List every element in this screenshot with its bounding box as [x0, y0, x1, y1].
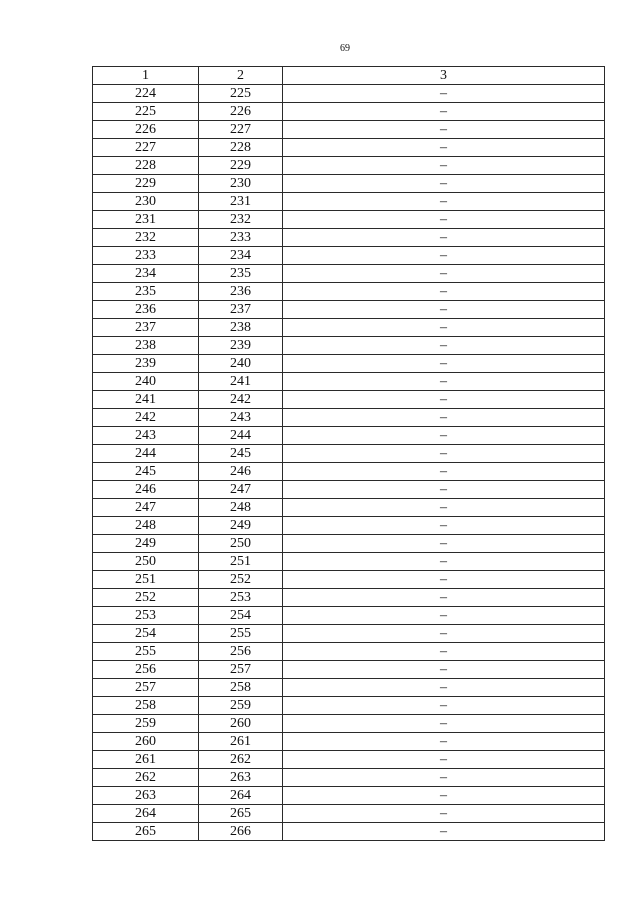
table-row — [93, 679, 605, 697]
table-row — [93, 697, 605, 715]
table-cell-col-3: – — [283, 697, 605, 715]
table-row — [93, 787, 605, 805]
table-cell-col-2: 246 — [199, 463, 283, 481]
table-cell-col-1: 259 — [93, 715, 199, 733]
table-row — [93, 769, 605, 787]
table-row — [93, 553, 605, 571]
table-cell-col-2: 232 — [199, 211, 283, 229]
table-cell-col-1: 250 — [93, 553, 199, 571]
table-cell-col-3: – — [283, 373, 605, 391]
table-cell-col-1: 256 — [93, 661, 199, 679]
table-cell-col-2: 262 — [199, 751, 283, 769]
table-cell-col-3: – — [283, 319, 605, 337]
table-cell-col-3: – — [283, 571, 605, 589]
table-cell-col-3: – — [283, 679, 605, 697]
table-cell-col-1: 257 — [93, 679, 199, 697]
table-cell-col-2: 225 — [199, 85, 283, 103]
table-cell-col-2: 258 — [199, 679, 283, 697]
table-row — [93, 499, 605, 517]
table-cell-col-1: 245 — [93, 463, 199, 481]
table-cell-col-3: – — [283, 265, 605, 283]
table-cell-col-2: 236 — [199, 283, 283, 301]
table-row — [93, 445, 605, 463]
data-table — [92, 66, 605, 841]
table-cell-col-2: 253 — [199, 589, 283, 607]
table-row — [93, 805, 605, 823]
table-cell-col-2: 240 — [199, 355, 283, 373]
table-row — [93, 535, 605, 553]
table-cell-col-1: 252 — [93, 589, 199, 607]
table-cell-col-2: 237 — [199, 301, 283, 319]
table-cell-col-2: 265 — [199, 805, 283, 823]
table-cell-col-2: 230 — [199, 175, 283, 193]
table-cell-col-3: – — [283, 283, 605, 301]
table-cell-col-2: 228 — [199, 139, 283, 157]
table-cell-col-3: – — [283, 805, 605, 823]
header-cell-col-1: 1 — [93, 67, 199, 85]
table-row — [93, 625, 605, 643]
table-cell-col-2: 249 — [199, 517, 283, 535]
table-cell-col-2: 243 — [199, 409, 283, 427]
table-cell-col-1: 265 — [93, 823, 199, 841]
table-cell-col-3: – — [283, 247, 605, 265]
table-cell-col-3: – — [283, 535, 605, 553]
table-row — [93, 121, 605, 139]
table-cell-col-2: 250 — [199, 535, 283, 553]
table-row — [93, 607, 605, 625]
table-cell-col-2: 252 — [199, 571, 283, 589]
table-cell-col-1: 234 — [93, 265, 199, 283]
table-cell-col-3: – — [283, 409, 605, 427]
table-cell-col-1: 241 — [93, 391, 199, 409]
header-row — [93, 67, 605, 85]
table-cell-col-3: – — [283, 661, 605, 679]
table-row — [93, 283, 605, 301]
table-cell-col-2: 259 — [199, 697, 283, 715]
table-cell-col-1: 229 — [93, 175, 199, 193]
table-cell-col-3: – — [283, 337, 605, 355]
table-cell-col-1: 235 — [93, 283, 199, 301]
table-cell-col-2: 239 — [199, 337, 283, 355]
page-number: 69 — [340, 43, 350, 54]
header-cell-col-2: 2 — [199, 67, 283, 85]
table-cell-col-3: – — [283, 103, 605, 121]
table-row — [93, 139, 605, 157]
table-row — [93, 661, 605, 679]
table-row — [93, 571, 605, 589]
table-row — [93, 229, 605, 247]
table-cell-col-1: 231 — [93, 211, 199, 229]
table-cell-col-3: – — [283, 391, 605, 409]
table-cell-col-3: – — [283, 733, 605, 751]
table-row — [93, 85, 605, 103]
table-cell-col-2: 254 — [199, 607, 283, 625]
table-cell-col-2: 229 — [199, 157, 283, 175]
table-cell-col-3: – — [283, 355, 605, 373]
table-row — [93, 823, 605, 841]
table-cell-col-2: 241 — [199, 373, 283, 391]
header-cell-col-3: 3 — [283, 67, 605, 85]
table-row — [93, 103, 605, 121]
table-cell-col-1: 243 — [93, 427, 199, 445]
table-row — [93, 373, 605, 391]
table-cell-col-2: 248 — [199, 499, 283, 517]
table-cell-col-3: – — [283, 229, 605, 247]
table-row — [93, 427, 605, 445]
table-row — [93, 301, 605, 319]
table-cell-col-2: 251 — [199, 553, 283, 571]
table-cell-col-2: 242 — [199, 391, 283, 409]
table-cell-col-2: 235 — [199, 265, 283, 283]
table-cell-col-3: – — [283, 211, 605, 229]
table-row — [93, 319, 605, 337]
table-cell-col-3: – — [283, 121, 605, 139]
table-cell-col-2: 226 — [199, 103, 283, 121]
table-body — [93, 85, 605, 841]
table-cell-col-3: – — [283, 787, 605, 805]
table-cell-col-3: – — [283, 823, 605, 841]
table-cell-col-3: – — [283, 769, 605, 787]
table-cell-col-1: 260 — [93, 733, 199, 751]
table-cell-col-1: 262 — [93, 769, 199, 787]
table-row — [93, 751, 605, 769]
table-cell-col-1: 244 — [93, 445, 199, 463]
table-cell-col-2: 260 — [199, 715, 283, 733]
table-row — [93, 715, 605, 733]
table-cell-col-2: 245 — [199, 445, 283, 463]
table-cell-col-1: 224 — [93, 85, 199, 103]
table-cell-col-2: 233 — [199, 229, 283, 247]
table-row — [93, 391, 605, 409]
table-row — [93, 733, 605, 751]
table-cell-col-3: – — [283, 193, 605, 211]
table-cell-col-1: 251 — [93, 571, 199, 589]
table-row — [93, 157, 605, 175]
table-cell-col-1: 237 — [93, 319, 199, 337]
table-cell-col-1: 240 — [93, 373, 199, 391]
table-cell-col-2: 227 — [199, 121, 283, 139]
table-cell-col-3: – — [283, 301, 605, 319]
table-cell-col-3: – — [283, 715, 605, 733]
table-row — [93, 175, 605, 193]
table-cell-col-2: 234 — [199, 247, 283, 265]
table-cell-col-3: – — [283, 463, 605, 481]
table-cell-col-2: 266 — [199, 823, 283, 841]
table-row — [93, 247, 605, 265]
table-cell-col-1: 254 — [93, 625, 199, 643]
table-cell-col-3: – — [283, 139, 605, 157]
table-cell-col-3: – — [283, 751, 605, 769]
table-row — [93, 589, 605, 607]
table-header — [93, 67, 605, 85]
table-cell-col-1: 249 — [93, 535, 199, 553]
table-cell-col-1: 233 — [93, 247, 199, 265]
table-cell-col-3: – — [283, 607, 605, 625]
table-cell-col-3: – — [283, 85, 605, 103]
table-cell-col-1: 225 — [93, 103, 199, 121]
table-cell-col-3: – — [283, 175, 605, 193]
table-cell-col-1: 242 — [93, 409, 199, 427]
table-row — [93, 355, 605, 373]
table-cell-col-1: 248 — [93, 517, 199, 535]
table-row — [93, 481, 605, 499]
table-row — [93, 193, 605, 211]
table-cell-col-2: 244 — [199, 427, 283, 445]
table-cell-col-3: – — [283, 499, 605, 517]
table-cell-col-3: – — [283, 517, 605, 535]
table-cell-col-3: – — [283, 589, 605, 607]
table-cell-col-3: – — [283, 625, 605, 643]
table-cell-col-3: – — [283, 643, 605, 661]
table-cell-col-1: 232 — [93, 229, 199, 247]
table-cell-col-1: 247 — [93, 499, 199, 517]
table-cell-col-1: 230 — [93, 193, 199, 211]
table-cell-col-2: 257 — [199, 661, 283, 679]
table-cell-col-1: 236 — [93, 301, 199, 319]
table-cell-col-1: 238 — [93, 337, 199, 355]
table-row — [93, 211, 605, 229]
table-row — [93, 643, 605, 661]
table-cell-col-3: – — [283, 553, 605, 571]
table-cell-col-1: 227 — [93, 139, 199, 157]
table-cell-col-2: 238 — [199, 319, 283, 337]
table-cell-col-1: 239 — [93, 355, 199, 373]
table-row — [93, 409, 605, 427]
table-cell-col-2: 256 — [199, 643, 283, 661]
table-cell-col-1: 261 — [93, 751, 199, 769]
table-row — [93, 463, 605, 481]
table-cell-col-1: 228 — [93, 157, 199, 175]
table-row — [93, 337, 605, 355]
table-cell-col-2: 261 — [199, 733, 283, 751]
table-cell-col-1: 258 — [93, 697, 199, 715]
table-cell-col-1: 264 — [93, 805, 199, 823]
table-row — [93, 517, 605, 535]
table-cell-col-3: – — [283, 481, 605, 499]
table-cell-col-1: 226 — [93, 121, 199, 139]
table-cell-col-1: 263 — [93, 787, 199, 805]
table-cell-col-2: 231 — [199, 193, 283, 211]
table-cell-col-1: 246 — [93, 481, 199, 499]
table-cell-col-3: – — [283, 445, 605, 463]
table-cell-col-2: 255 — [199, 625, 283, 643]
table-cell-col-2: 264 — [199, 787, 283, 805]
table-cell-col-1: 253 — [93, 607, 199, 625]
table-cell-col-2: 263 — [199, 769, 283, 787]
table-cell-col-3: – — [283, 427, 605, 445]
table-cell-col-1: 255 — [93, 643, 199, 661]
table-cell-col-2: 247 — [199, 481, 283, 499]
table-cell-col-3: – — [283, 157, 605, 175]
table-row — [93, 265, 605, 283]
